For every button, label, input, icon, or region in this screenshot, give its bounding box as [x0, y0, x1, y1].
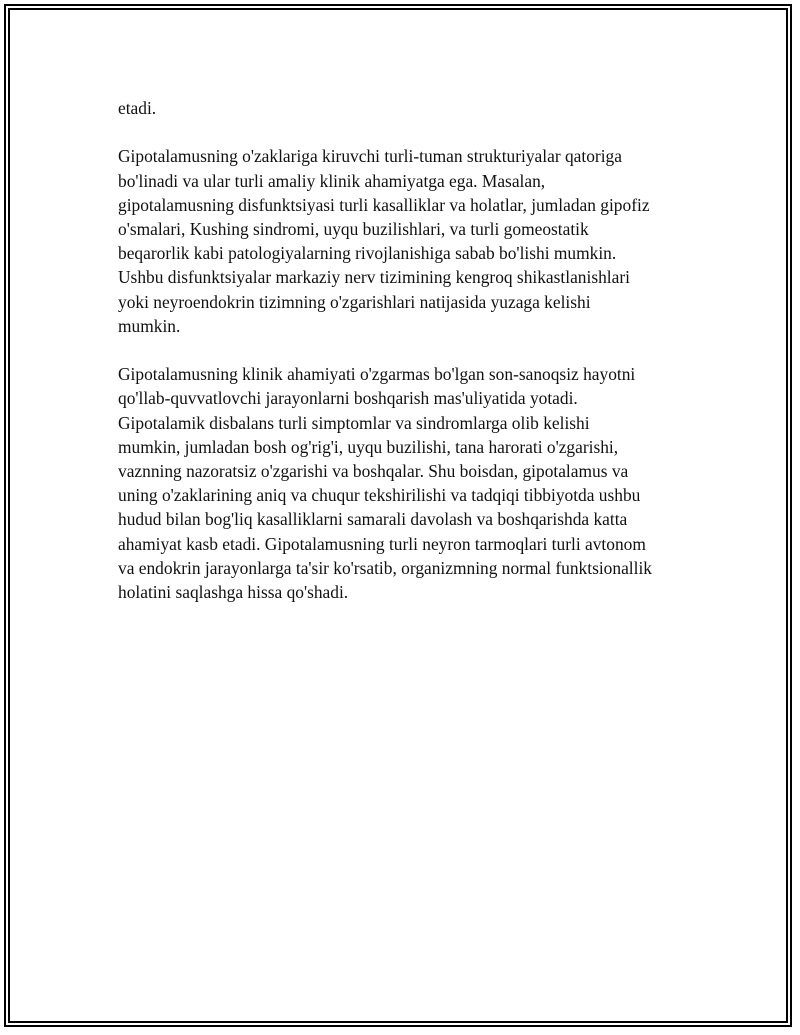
page-frame: [4, 4, 792, 1027]
paragraph-clinical-significance: Gipotalamusning klinik ahamiyati o'zgarmas bo'lgan son-sanoqsiz hayotni qo'llab-quvvatlovchi jarayonlarni boshqarish mas'uliyatida yotadi. Gipotalamik disbalans turli simptomlar va sindromlarga olib kelishi mumkin, jumladan bosh og'rig'i, uyqu buzilishi, tana harorati o'zgarishi, vaznning nazoratsiz o'zgarishi va boshqalar. Shu boisdan, gipotalamus va uning o'zaklarining aniq va chuqur tekshirilishi va tadqiqi tibbiyotda ushbu hudud bilan bog'liq kasalliklarni samarali davolash va boshqarishda katta ahamiyat kasb etadi. Gipotalamusning turli neyron tarmoqlari turli avtonom va endokrin jarayonlarga ta'sir ko'rsatib, organizmning normal funktsionallik holatini saqlashga hissa qo'shadi.: [118, 364, 652, 603]
paragraph-continuation: etadi.: [118, 98, 157, 118]
paragraph-hypothalamus-nuclei: Gipotalamusning o'zaklariga kiruvchi turli-tuman strukturiyalar qatoriga bo'linadi va ular turli amaliy klinik ahamiyatga ega. Masalan, gipotalamusning disfunktsiyasi turli kasalliklar va holatlar, jumladan gipofiz o'smalari, Kushing sindromi, uyqu buzilishlari, va turli gomeostatik beqarorlik kabi patologiyalarning rivojlanishiga sabab bo'lishi mumkin. Ushbu disfunktsiyalar markaziy nerv tizimining kengroq shikastlanishlari yoki neyroendokrin tizimning o'zgarishlari natijasida yuzaga kelishi mumkin.: [118, 146, 650, 336]
document-body: [118, 96, 698, 628]
